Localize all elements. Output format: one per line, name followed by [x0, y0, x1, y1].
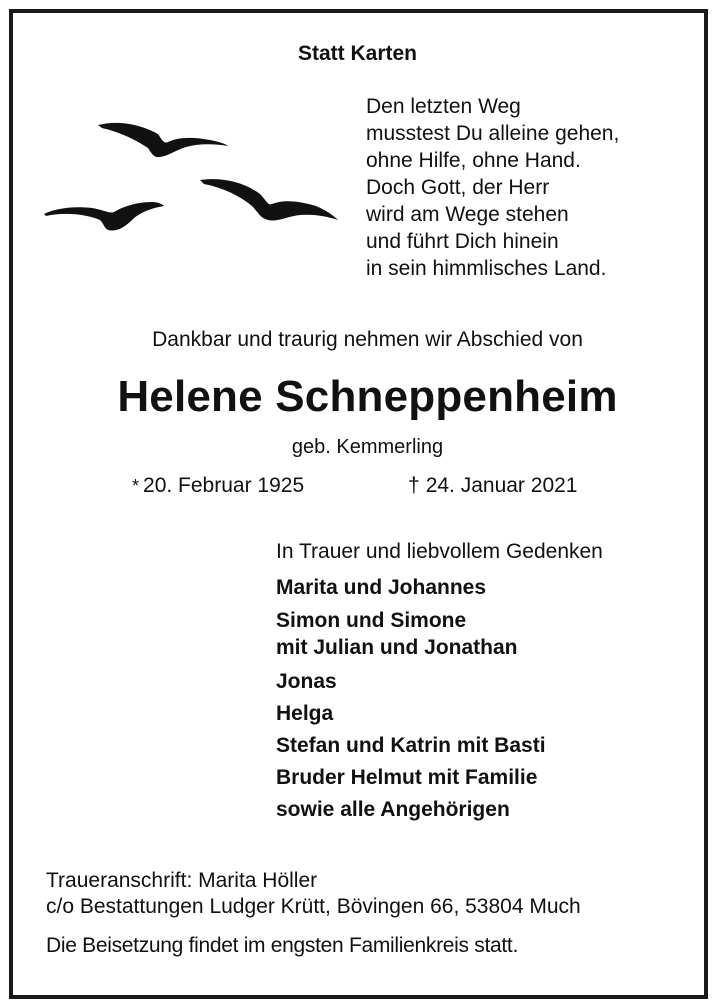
poem-line: wird am Wege stehen [366, 203, 569, 226]
address-line: c/o Bestattungen Ludger Krütt, Bövingen 66, 53804 Much [46, 895, 581, 918]
mourner-entry: mit Julian und Jonathan [276, 636, 518, 659]
header-title: Statt Karten [297, 42, 418, 65]
mourning-address [46, 868, 581, 920]
death-cross-icon: † [408, 474, 420, 497]
farewell-intro: Dankbar und traurig nehmen wir Abschied von [152, 328, 583, 351]
poem-line: und führt Dich hinein [366, 230, 559, 253]
mourner-entry: Bruder Helmut mit Familie [276, 766, 538, 789]
mourner-entry: Stefan und Katrin mit Basti [276, 734, 546, 757]
mourner-entry: Jonas [276, 670, 337, 693]
bird-icon [98, 123, 228, 157]
poem-line: Den letzten Weg [366, 95, 521, 118]
mourner-entry: Helga [276, 702, 334, 725]
birth-star-icon: * [132, 476, 140, 496]
death-date: 24. Januar 2021 [425, 474, 578, 497]
deceased-name: Helene Schneppenheim [117, 372, 618, 421]
birth-date-line [132, 474, 304, 498]
mourner-entry: Simon und Simone [276, 609, 467, 632]
poem [366, 93, 619, 282]
poem-line: ohne Hilfe, ohne Hand. [366, 149, 581, 172]
poem-line: musstest Du alleine gehen, [366, 122, 620, 145]
birth-date: 20. Februar 1925 [143, 474, 305, 497]
address-line: Traueranschrift: Marita Höller [46, 869, 318, 892]
bird-icon [44, 202, 164, 231]
poem-line: Doch Gott, der Herr [366, 176, 550, 199]
burial-note: Die Beisetzung findet im engsten Familienkreis statt. [46, 934, 518, 957]
mourner-entry: Marita und Johannes [276, 576, 487, 599]
mourning-line: In Trauer und liebvollem Gedenken [276, 540, 603, 563]
mourners-list [276, 576, 546, 830]
flying-birds-icon [40, 112, 340, 242]
mourner-entry: sowie alle Angehörigen [276, 798, 510, 821]
death-date-line [408, 474, 577, 498]
bird-icon [200, 179, 338, 220]
poem-line: in sein himmlisches Land. [366, 257, 607, 280]
maiden-name: geb. Kemmerling [291, 436, 444, 458]
